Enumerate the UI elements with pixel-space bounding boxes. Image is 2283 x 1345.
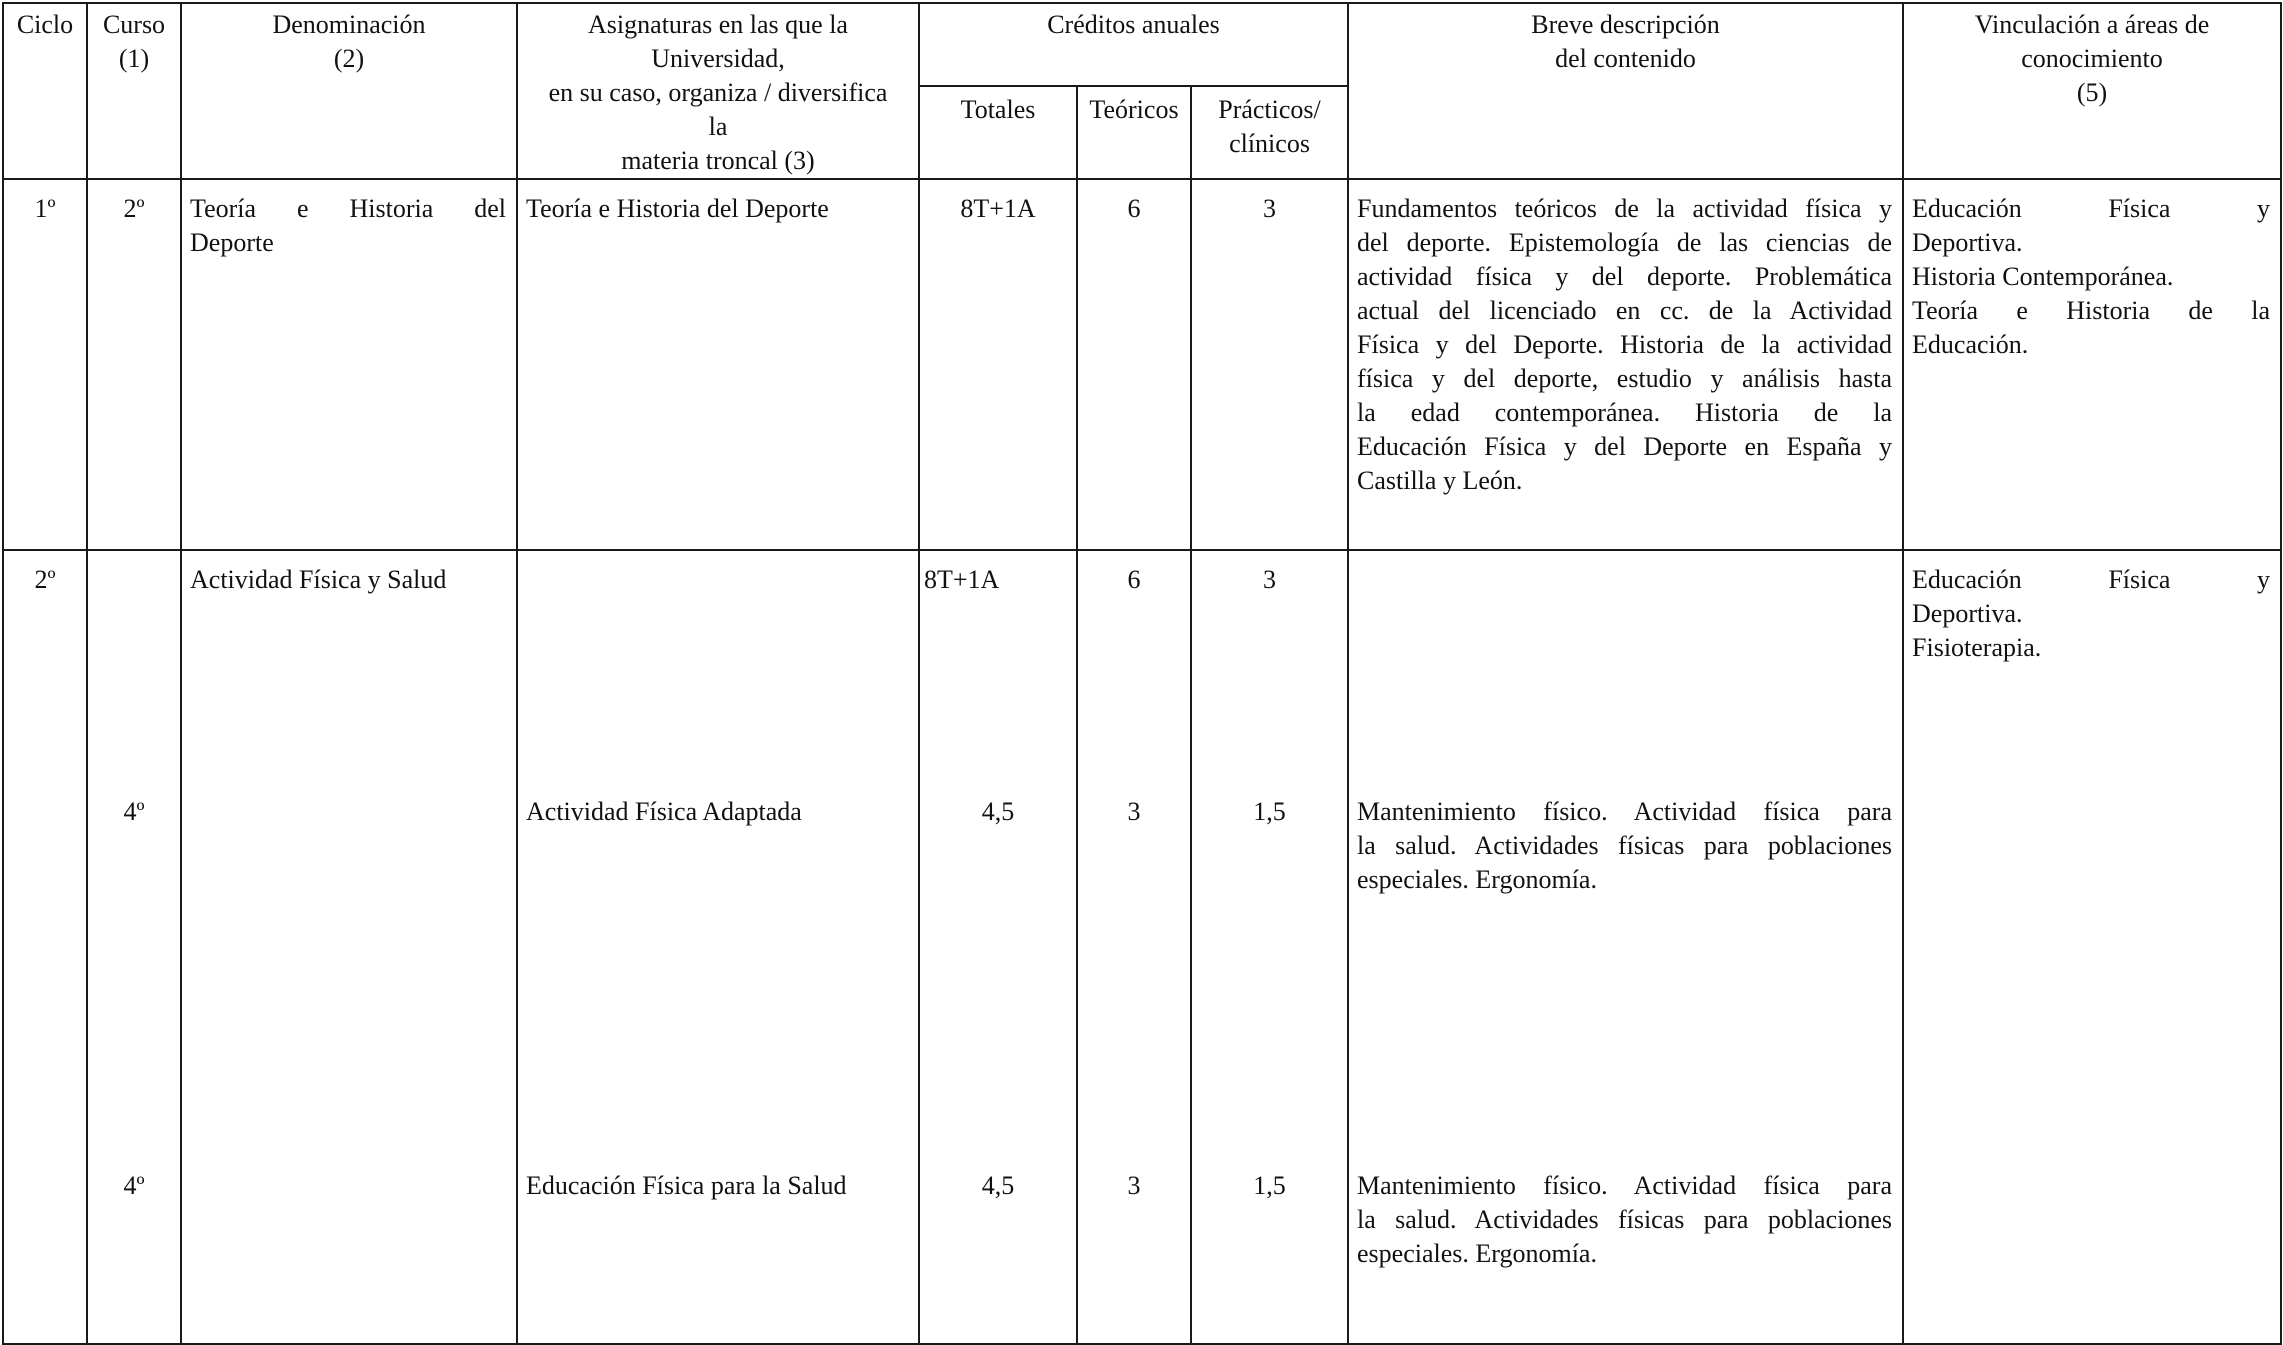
teoricos-value: 3 — [1127, 1171, 1141, 1200]
cell-asignatura — [517, 550, 919, 1344]
descripcion-line: Mantenimiento físico. Actividad física para — [1357, 1171, 1893, 1200]
header-denominacion-line: Denominación — [272, 10, 426, 39]
vinculacion-line: Historia Contemporánea. — [1912, 262, 2174, 291]
spacer — [920, 597, 1076, 795]
header-totales-text: Totales — [960, 95, 1036, 125]
spacer — [1192, 829, 1347, 1169]
spacer — [1357, 897, 1892, 1169]
descripcion-line: física y del deporte, estudio y análisis hasta — [1357, 364, 1893, 393]
ciclo-value: 2º — [34, 565, 56, 594]
cell-vinculacion — [1903, 550, 2281, 1344]
totales-value: 4,5 — [981, 797, 1015, 826]
header-totales — [919, 86, 1077, 179]
cell-ciclo — [3, 550, 87, 1344]
practicos-value: 1,5 — [1253, 1171, 1286, 1200]
spacer — [88, 563, 180, 795]
totales-value: 8T+1A — [960, 194, 1036, 223]
ciclo-value: 1º — [34, 194, 56, 223]
spacer — [526, 829, 908, 1169]
cell-teoricos — [1077, 550, 1191, 1344]
header-descripcion-line: del contenido — [1555, 44, 1696, 73]
cell-denominacion — [181, 550, 517, 1344]
header-curso-line: (1) — [118, 44, 150, 73]
spacer — [1192, 597, 1347, 795]
asignatura-value: Teoría e Historia del Deporte — [526, 194, 829, 223]
spacer — [1078, 829, 1190, 1169]
header-teoricos — [1077, 86, 1191, 179]
cell-denominacion — [181, 179, 517, 550]
header-creditos-text: Créditos anuales — [1047, 10, 1220, 39]
descripcion-line: la edad contemporánea. Historia de la — [1357, 398, 1893, 427]
curso-value: 4º — [123, 797, 145, 826]
header-teoricos-text: Teóricos — [1089, 95, 1179, 125]
practicos-value: 3 — [1263, 565, 1276, 594]
descripcion-line: la salud. Actividades físicas para poblaciones — [1357, 831, 1893, 860]
header-asignaturas-line: Universidad, — [651, 44, 785, 73]
header-creditos — [919, 3, 1348, 86]
header-practicos — [1191, 86, 1348, 179]
cell-ciclo — [3, 179, 87, 550]
spacer — [526, 563, 908, 795]
practicos-value: 3 — [1263, 194, 1276, 223]
table-row — [3, 550, 2281, 1344]
header-asignaturas-line: materia troncal (3) — [621, 146, 815, 175]
header-denominacion-line: (2) — [333, 44, 365, 73]
descripcion-line: actual del licenciado en cc. de la Actividad — [1357, 296, 1893, 325]
header-curso-line: Curso — [102, 10, 166, 39]
descripcion-line: especiales. Ergonomía. — [1357, 1239, 1597, 1268]
denominacion-line: Deporte — [190, 228, 274, 257]
spacer — [1078, 597, 1190, 795]
vinculacion-line: Deportiva. — [1912, 599, 2023, 628]
curso-value: 4º — [123, 1171, 145, 1200]
spacer — [920, 829, 1076, 1169]
spacer — [88, 829, 180, 1169]
header-practicos-line: Prácticos/ — [1218, 95, 1321, 125]
totales-value: 4,5 — [981, 1171, 1015, 1200]
vinculacion-line: Educación Física y — [1912, 565, 2271, 594]
header-descripcion — [1348, 3, 1903, 179]
vinculacion-line: Educación Física y — [1912, 194, 2271, 223]
descripcion-line: del deporte. Epistemología de las ciencias de — [1357, 228, 1893, 257]
header-ciclo — [3, 3, 87, 179]
vinculacion-line: Deportiva. — [1912, 228, 2023, 257]
practicos-value: 1,5 — [1253, 797, 1286, 826]
header-curso — [87, 3, 181, 179]
cell-vinculacion — [1903, 179, 2281, 550]
curso-value: 2º — [123, 194, 145, 223]
cell-curso — [87, 550, 181, 1344]
header-row — [3, 3, 2281, 86]
table-row — [3, 179, 2281, 550]
denominacion-value: Actividad Física y Salud — [190, 565, 447, 594]
vinculacion-line: Fisioterapia. — [1912, 633, 2042, 662]
cell-practicos — [1191, 550, 1348, 1344]
cell-totales — [919, 550, 1077, 1344]
vinculacion-line: Educación. — [1912, 330, 2029, 359]
curriculum-table — [2, 2, 2282, 1345]
descripcion-line: Fundamentos teóricos de la actividad física y — [1357, 194, 1893, 223]
descripcion-line: especiales. Ergonomía. — [1357, 865, 1597, 894]
cell-teoricos — [1077, 179, 1191, 550]
descripcion-line: Física y del Deporte. Historia de la actividad — [1357, 330, 1893, 359]
header-asignaturas-line: Asignaturas en las que la — [588, 10, 848, 39]
header-vinculacion-line: conocimiento — [2021, 44, 2163, 73]
cell-practicos — [1191, 179, 1348, 550]
header-denominacion — [181, 3, 517, 179]
teoricos-value: 3 — [1127, 797, 1141, 826]
header-asignaturas-line: la — [708, 112, 728, 141]
descripcion-line: Castilla y León. — [1357, 466, 1523, 495]
header-asignaturas — [517, 3, 919, 179]
cell-curso — [87, 179, 181, 550]
header-asignaturas-line: en su caso, organiza / diversifica — [548, 78, 888, 107]
header-vinculacion — [1903, 3, 2281, 179]
descripcion-line: actividad física y del deporte. Problemática — [1357, 262, 1893, 291]
asignatura-value: Educación Física para la Salud — [526, 1171, 847, 1200]
totales-value: 8T+1A — [924, 565, 1000, 594]
cell-totales — [919, 179, 1077, 550]
header-vinculacion-line: Vinculación a áreas de — [1974, 10, 2210, 39]
teoricos-value: 6 — [1127, 565, 1141, 594]
header-ciclo-text: Ciclo — [16, 10, 74, 39]
header-practicos-line: clínicos — [1229, 129, 1310, 159]
descripcion-line: la salud. Actividades físicas para poblaciones — [1357, 1205, 1893, 1234]
descripcion-line: Mantenimiento físico. Actividad física para — [1357, 797, 1893, 826]
denominacion-line: Teoría e Historia del — [190, 194, 506, 223]
cell-asignatura — [517, 179, 919, 550]
vinculacion-line: Teoría e Historia de la — [1912, 296, 2271, 325]
descripcion-line: Educación Física y del Deporte en España y — [1357, 432, 1893, 461]
teoricos-value: 6 — [1127, 194, 1141, 223]
spacer — [1357, 563, 1892, 795]
cell-descripcion — [1348, 179, 1903, 550]
cell-descripcion — [1348, 550, 1903, 1344]
header-vinculacion-line: (5) — [2076, 78, 2108, 107]
asignatura-value: Actividad Física Adaptada — [526, 797, 802, 826]
header-descripcion-line: Breve descripción — [1531, 10, 1720, 39]
